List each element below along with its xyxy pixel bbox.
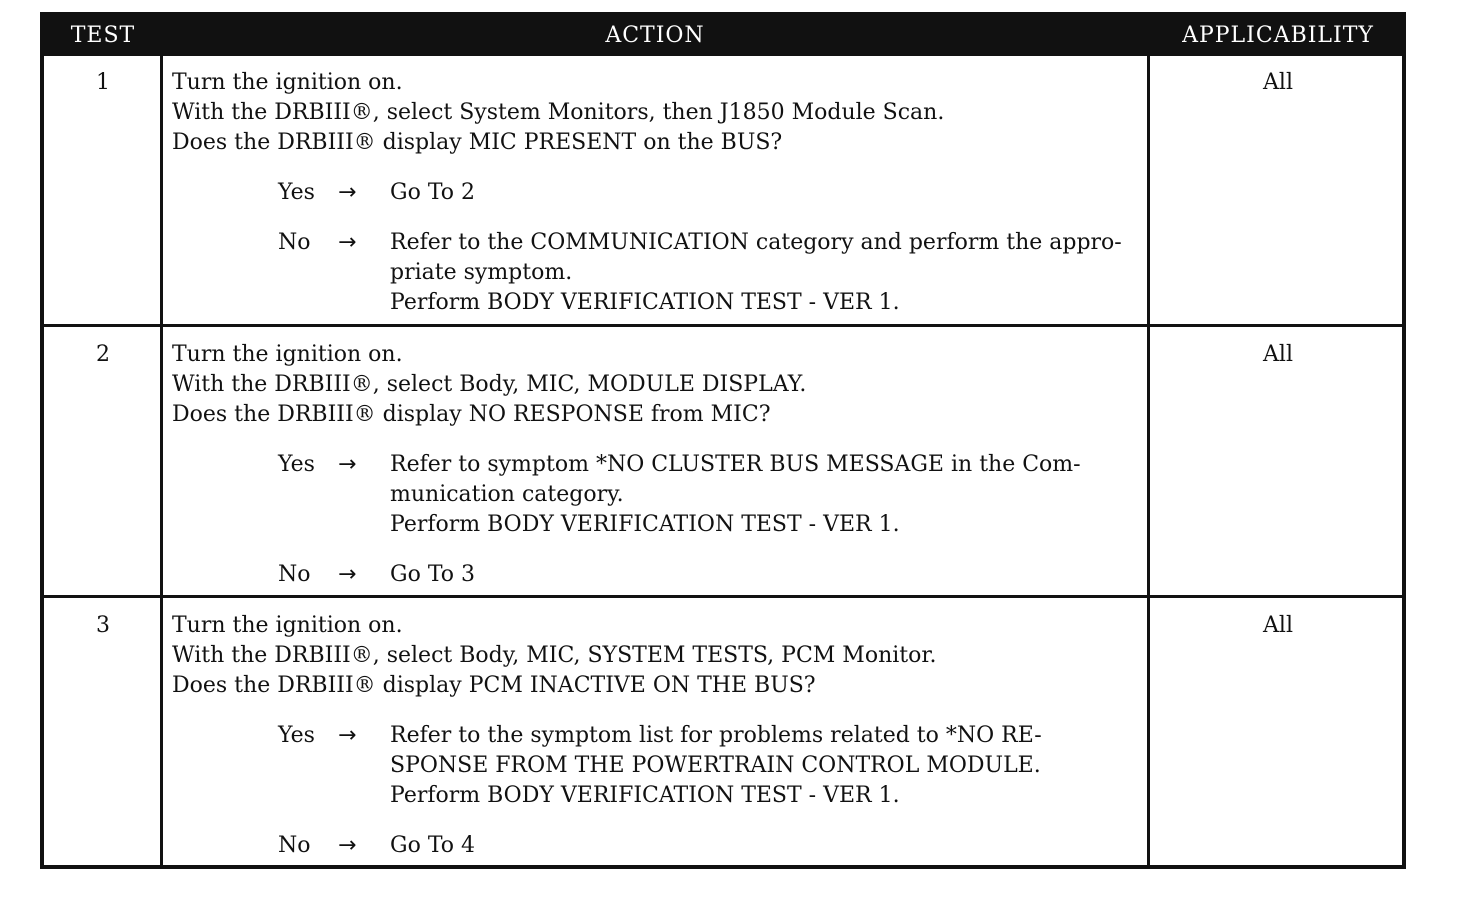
outcome-yes [278,450,1144,540]
outcome-no [278,560,1144,590]
result-line: Perform BODY VERIFICATION TEST - VER 1. [390,512,900,537]
answer-label: No [278,230,311,255]
action-step: Turn the ignition on. [172,70,403,95]
applicability-value: All [1263,70,1293,95]
right-arrow-icon: → [338,180,357,205]
right-arrow-icon: → [338,230,357,255]
applicability-value: All [1263,342,1293,367]
row-divider [44,324,1402,327]
header-applicability: APPLICABILITY [1182,23,1374,48]
table-row [44,328,1402,596]
outcome-result [390,831,1142,861]
table-row [44,56,1402,324]
result-line: SPONSE FROM THE POWERTRAIN CONTROL MODULE. [390,753,1041,778]
answer-label: Yes [278,452,315,477]
outcome-result [390,228,1142,318]
answer-label: Yes [278,180,315,205]
answer-label: No [278,562,311,587]
action-step: Does the DRBIII® display NO RESPONSE from MIC? [172,402,771,427]
outcome-no [278,228,1144,318]
action-step: Turn the ignition on. [172,613,403,638]
result-line: munication category. [390,482,624,507]
table-row [44,599,1402,867]
action-step: Does the DRBIII® display PCM INACTIVE ON THE BUS? [172,673,816,698]
right-arrow-icon: → [338,723,357,748]
test-number: 2 [96,342,110,367]
test-number: 3 [96,613,110,638]
result-line: priate symptom. [390,260,573,285]
answer-label: Yes [278,723,315,748]
result-line: Go To 2 [390,180,476,205]
result-line: Go To 3 [390,562,476,587]
outcome-result [390,178,1142,208]
result-line: Go To 4 [390,833,476,858]
right-arrow-icon: → [338,452,357,477]
right-arrow-icon: → [338,562,357,587]
outcome-result [390,560,1142,590]
outcome-result [390,721,1142,811]
action-step: Turn the ignition on. [172,342,403,367]
header-test: TEST [70,23,136,48]
right-arrow-icon: → [338,833,357,858]
action-cell [172,611,1144,861]
table-header [44,16,1402,56]
answer-label: No [278,833,311,858]
test-number: 1 [96,70,110,95]
action-step: With the DRBIII®, select Body, MIC, MODULE DISPLAY. [172,372,807,397]
header-action: ACTION [605,23,705,48]
result-line: Perform BODY VERIFICATION TEST - VER 1. [390,783,900,808]
result-line: Refer to the symptom list for problems related to *NO RE- [390,723,1042,748]
diagnostic-test-table [40,12,1406,869]
result-line: Refer to the COMMUNICATION category and perform the appro- [390,230,1122,255]
outcome-result [390,450,1142,540]
action-step: Does the DRBIII® display MIC PRESENT on the BUS? [172,130,783,155]
outcome-yes [278,721,1144,811]
outcome-yes [278,178,1144,208]
action-cell [172,68,1144,318]
action-cell [172,340,1144,590]
result-line: Refer to symptom *NO CLUSTER BUS MESSAGE in the Com- [390,452,1081,477]
action-step: With the DRBIII®, select Body, MIC, SYSTEM TESTS, PCM Monitor. [172,643,937,668]
outcome-no [278,831,1144,861]
applicability-value: All [1263,613,1293,638]
action-step: With the DRBIII®, select System Monitors, then J1850 Module Scan. [172,100,945,125]
result-line: Perform BODY VERIFICATION TEST - VER 1. [390,290,900,315]
